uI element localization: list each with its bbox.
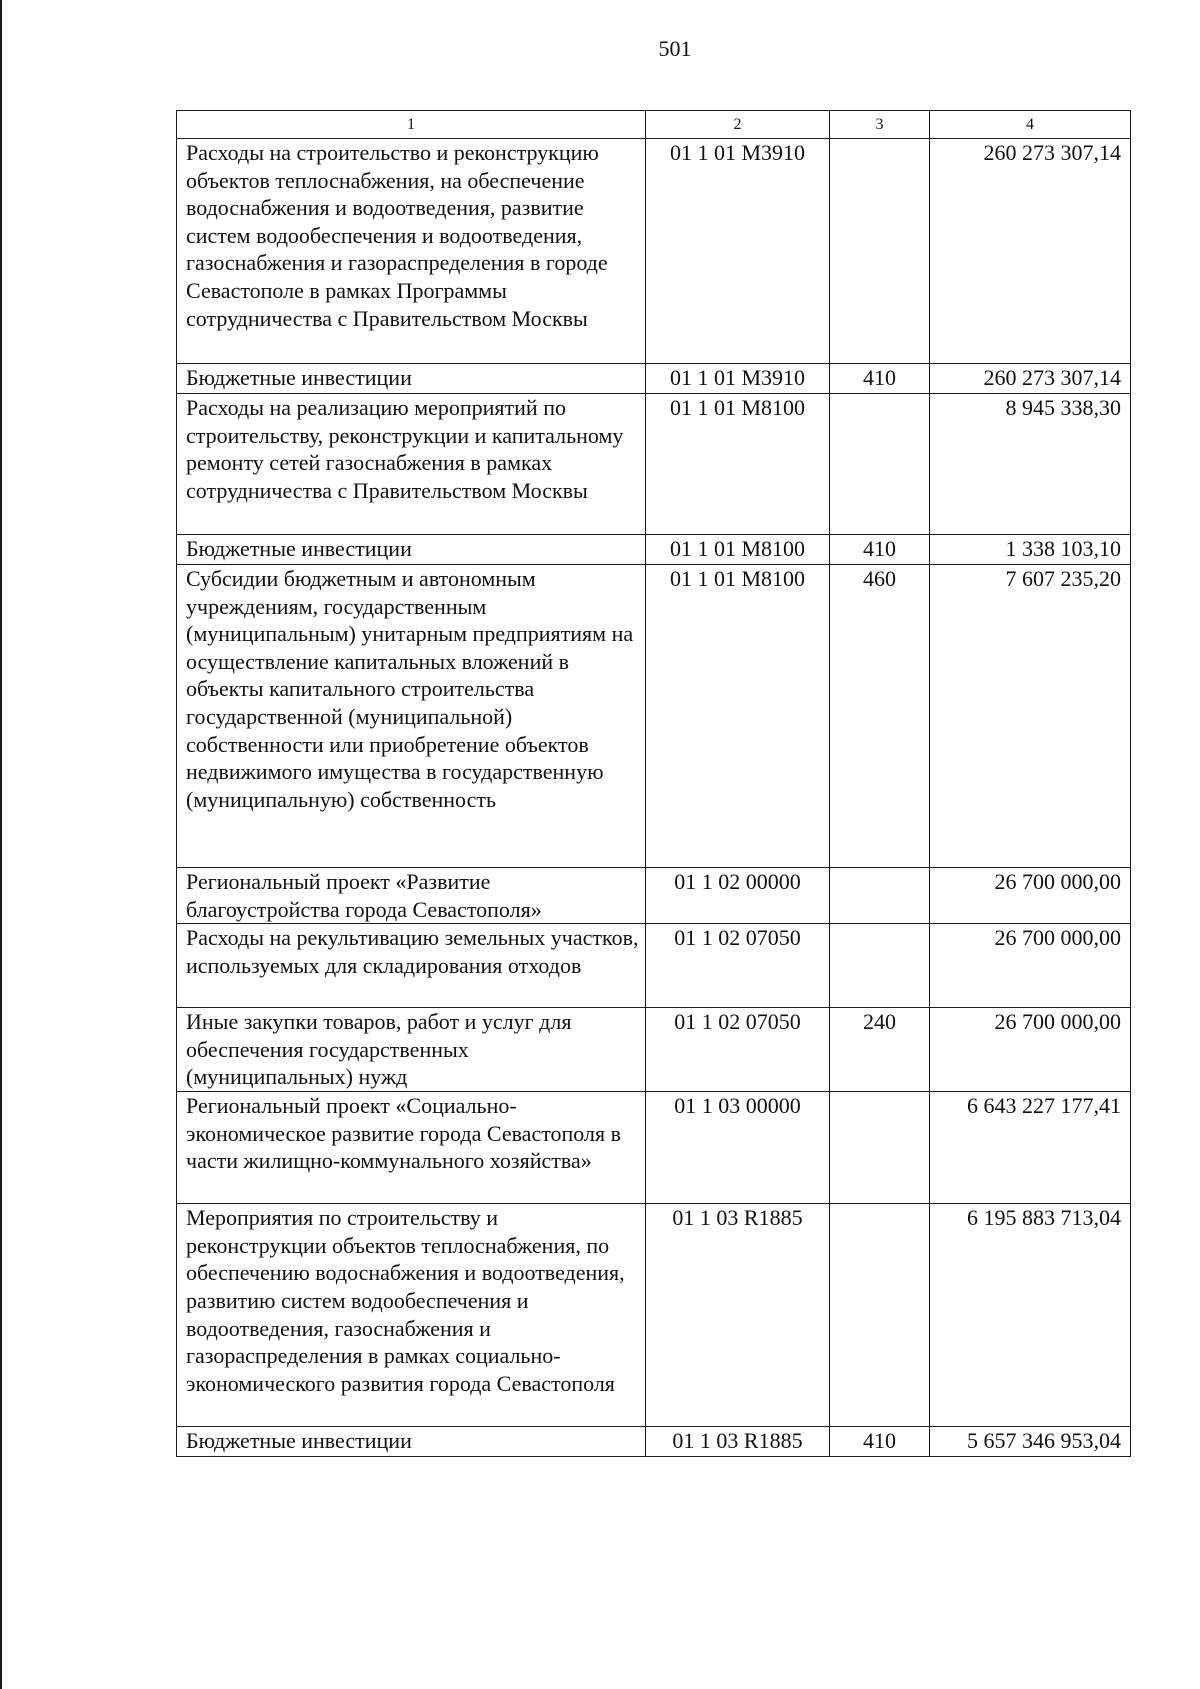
- expense-name-cell: Мероприятия по строительству и реконструкции объектов теплоснабжения, по обеспечению водоснабжения и водоотведения, развитию систем водообеспечения и водоотведения, газоснабжения и газораспределения в рамках социально-экономического развития города Севастополя: [177, 1204, 646, 1427]
- expense-type-cell: [830, 394, 930, 535]
- table-row: [177, 394, 1131, 535]
- table-row: [177, 1427, 1131, 1457]
- expense-name-cell: Бюджетные инвестиции: [177, 364, 646, 394]
- expense-type-cell: 240: [830, 1008, 930, 1092]
- expense-name-cell: Субсидии бюджетным и автономным учреждениям, государственным (муниципальным) унитарным предприятиям на осуществление капитальных вложений в объекты капитального строительства государственной (муниципальной) собственности или приобретение объектов недвижимого имущества в государственную (муниципальную) собственность: [177, 565, 646, 868]
- column-header-1: 1: [177, 111, 646, 139]
- target-code-cell: 01 1 03 R1885: [646, 1204, 830, 1427]
- amount-cell: 6 643 227 177,41: [930, 1092, 1131, 1204]
- table-row: [177, 1092, 1131, 1204]
- expense-name-cell: Расходы на реализацию мероприятий по строительству, реконструкции и капитальному ремонту сетей газоснабжения в рамках сотрудничества с Правительством Москвы: [177, 394, 646, 535]
- table-row: [177, 364, 1131, 394]
- amount-cell: 1 338 103,10: [930, 535, 1131, 565]
- expense-type-cell: [830, 868, 930, 924]
- table-row: [177, 139, 1131, 364]
- table-row: [177, 565, 1131, 868]
- amount-cell: 7 607 235,20: [930, 565, 1131, 868]
- target-code-cell: 01 1 01 М8100: [646, 565, 830, 868]
- target-code-cell: 01 1 02 00000: [646, 868, 830, 924]
- expense-type-cell: [830, 1092, 930, 1204]
- amount-cell: 260 273 307,14: [930, 139, 1131, 364]
- target-code-cell: 01 1 03 00000: [646, 1092, 830, 1204]
- target-code-cell: 01 1 01 М3910: [646, 364, 830, 394]
- target-code-cell: 01 1 03 R1885: [646, 1427, 830, 1457]
- budget-table: [176, 110, 1131, 1457]
- expense-name-cell: Региональный проект «Развитие благоустройства города Севастополя»: [177, 868, 646, 924]
- target-code-cell: 01 1 01 М3910: [646, 139, 830, 364]
- expense-name-cell: Бюджетные инвестиции: [177, 535, 646, 565]
- amount-cell: 26 700 000,00: [930, 1008, 1131, 1092]
- target-code-cell: 01 1 01 М8100: [646, 535, 830, 565]
- amount-cell: 5 657 346 953,04: [930, 1427, 1131, 1457]
- expense-type-cell: [830, 1204, 930, 1427]
- expense-type-cell: 410: [830, 535, 930, 565]
- amount-cell: 26 700 000,00: [930, 924, 1131, 1008]
- page-number: 501: [658, 36, 692, 61]
- expense-name-cell: Бюджетные инвестиции: [177, 1427, 646, 1457]
- scan-edge-line: [0, 0, 2, 1689]
- target-code-cell: 01 1 02 07050: [646, 1008, 830, 1092]
- amount-cell: 260 273 307,14: [930, 364, 1131, 394]
- expense-name-cell: Расходы на рекультивацию земельных участков, используемых для складирования отходов: [177, 924, 646, 1008]
- expense-name-cell: Расходы на строительство и реконструкцию объектов теплоснабжения, на обеспечение водоснабжения и водоотведения, развитие систем водообеспечения и водоотведения, газоснабжения и газораспределения в городе Севастополе в рамках Программы сотрудничества с Правительством Москвы: [177, 139, 646, 364]
- table-row: [177, 868, 1131, 924]
- table-row: [177, 1008, 1131, 1092]
- expense-name-cell: Региональный проект «Социально-экономическое развитие города Севастополя в части жилищно-коммунального хозяйства»: [177, 1092, 646, 1204]
- target-code-cell: 01 1 02 07050: [646, 924, 830, 1008]
- expense-type-cell: [830, 139, 930, 364]
- column-header-2: 2: [646, 111, 830, 139]
- amount-cell: 26 700 000,00: [930, 868, 1131, 924]
- column-header-4: 4: [930, 111, 1131, 139]
- table-header-row: [177, 111, 1131, 139]
- column-header-3: 3: [830, 111, 930, 139]
- expense-name-cell: Иные закупки товаров, работ и услуг для обеспечения государственных (муниципальных) нужд: [177, 1008, 646, 1092]
- target-code-cell: 01 1 01 М8100: [646, 394, 830, 535]
- expense-type-cell: 460: [830, 565, 930, 868]
- expense-type-cell: 410: [830, 364, 930, 394]
- table-row: [177, 1204, 1131, 1427]
- expense-type-cell: 410: [830, 1427, 930, 1457]
- table-row: [177, 535, 1131, 565]
- amount-cell: 8 945 338,30: [930, 394, 1131, 535]
- expense-type-cell: [830, 924, 930, 1008]
- amount-cell: 6 195 883 713,04: [930, 1204, 1131, 1427]
- table-row: [177, 924, 1131, 1008]
